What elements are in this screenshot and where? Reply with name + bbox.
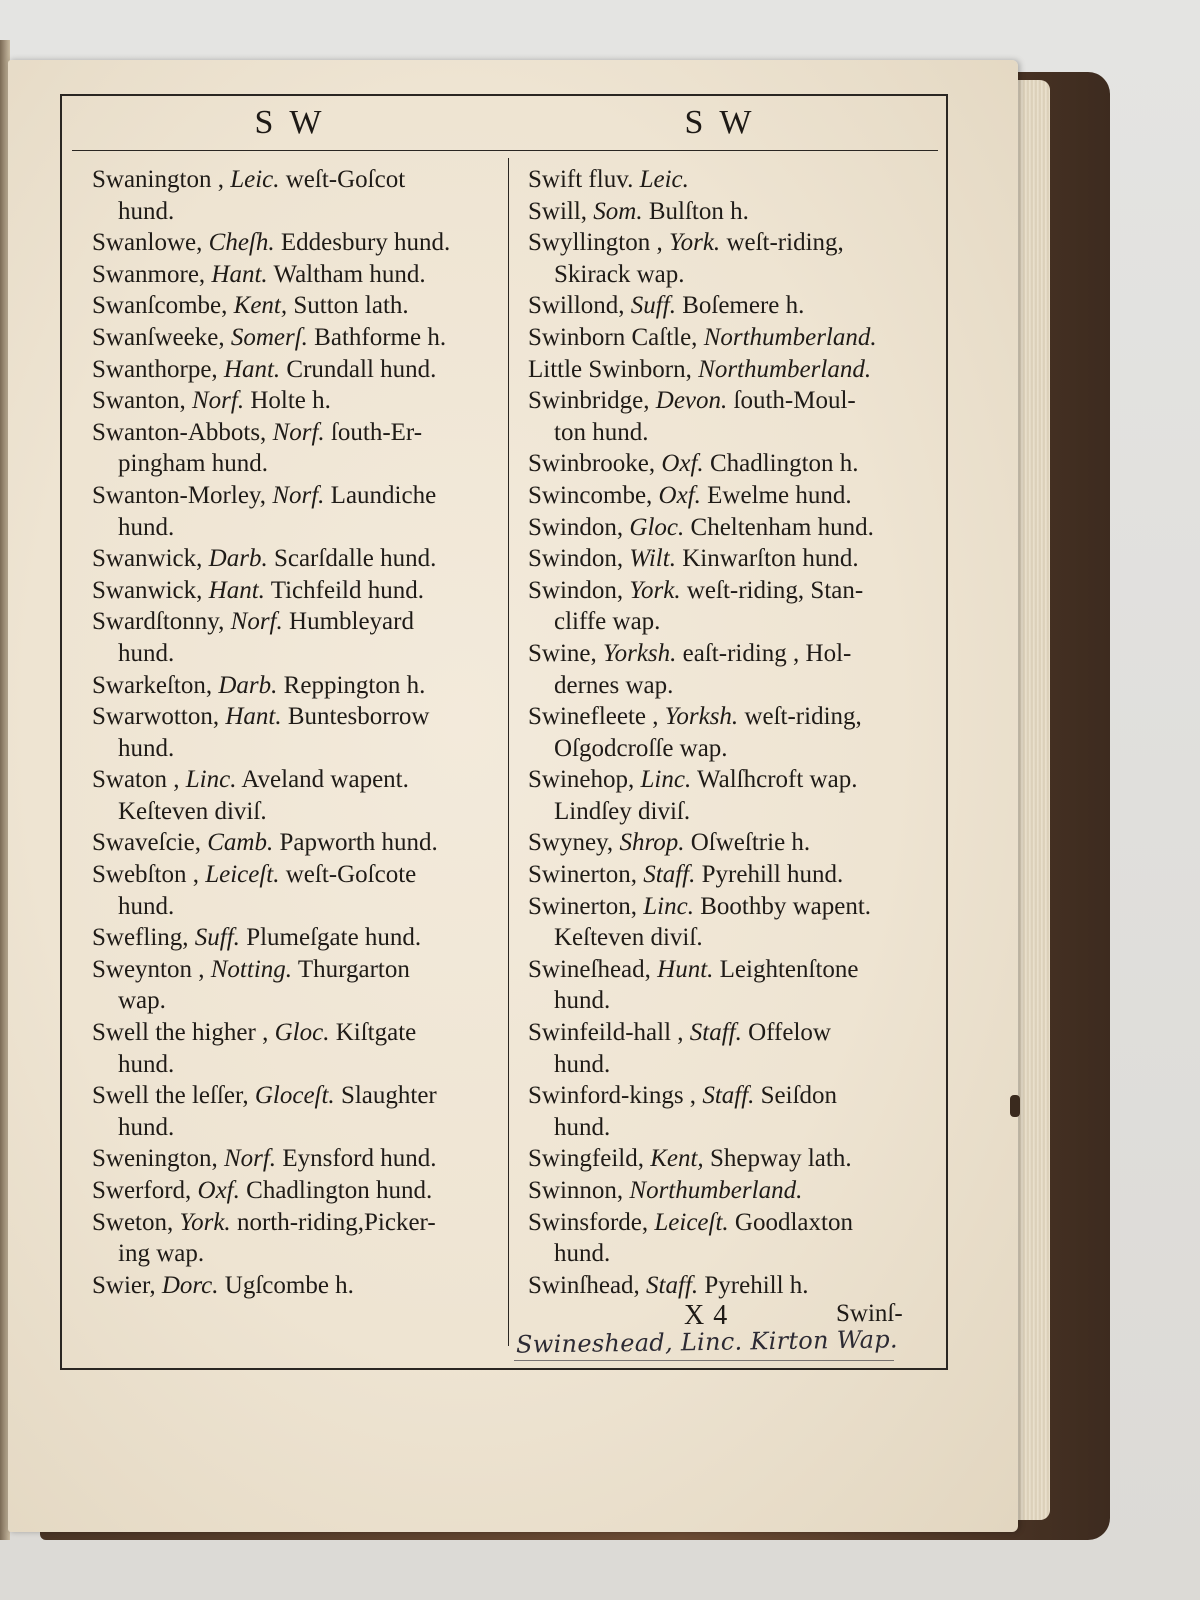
entry-first-line [92, 387, 331, 414]
handwritten-annotation: Swineshead, Linc. Kirton Wap. [515, 1325, 899, 1359]
place-name: Swinford-kings , [528, 1082, 697, 1110]
county-abbrev: Norf. [272, 418, 325, 446]
place-name: Little Swinborn, [528, 355, 692, 383]
place-name: Sweton, [92, 1208, 174, 1236]
gazetteer-entry [92, 1080, 496, 1143]
place-name: Swanmore, [92, 260, 206, 288]
entry-continuation: hund. [118, 513, 175, 541]
district: eaſt-riding , Hol- [682, 639, 852, 667]
county-abbrev: Kent, [233, 292, 288, 320]
entry-first-line [528, 166, 689, 193]
gazetteer-entry [92, 417, 496, 480]
district: Chadlington h. [709, 450, 859, 478]
column-divider [508, 158, 509, 1346]
entry-first-line [92, 1082, 437, 1109]
entry-first-line [92, 292, 409, 319]
gazetteer-entry [528, 385, 928, 448]
gazetteer-entry [92, 164, 496, 227]
entry-first-line [92, 608, 414, 635]
entry-continuation: hund. [554, 1240, 611, 1268]
entry-continuation: cliffe wap. [554, 608, 661, 636]
entry-continuation: hund. [554, 987, 611, 1015]
gazetteer-entry [528, 512, 928, 544]
place-name: Sweynton , [92, 955, 205, 983]
gazetteer-entry [528, 354, 928, 386]
county-abbrev: Staff. [689, 1019, 742, 1047]
entry-first-line [528, 482, 852, 509]
place-name: Swanton-Morley, [92, 481, 267, 509]
district: Papworth hund. [279, 829, 438, 857]
district: Leightenſtone [719, 955, 859, 983]
entry-first-line [92, 766, 409, 793]
county-abbrev: Hant. [208, 576, 265, 604]
entry-continuation: hund. [118, 639, 175, 667]
county-abbrev: Hant. [211, 260, 268, 288]
district: Pyrehill h. [704, 1271, 809, 1299]
place-name: Swineſhead, [528, 955, 651, 983]
entry-continuation: hund. [118, 1050, 175, 1078]
gazetteer-entry [92, 922, 496, 954]
entry-first-line [528, 356, 871, 383]
district: Bathforme h. [314, 323, 447, 351]
entry-first-line [528, 450, 859, 477]
entry-continuation: Oſgodcroſſe wap. [554, 734, 728, 762]
place-name: Swill, [528, 197, 588, 225]
county-abbrev: Oxf. [658, 481, 701, 509]
gazetteer-entry [92, 227, 496, 259]
entry-first-line [528, 1209, 853, 1236]
entry-first-line [92, 861, 416, 888]
county-abbrev: Oxf. [197, 1177, 240, 1204]
gazetteer-entry [528, 543, 928, 575]
place-name: Swinbridge, [528, 387, 650, 415]
county-abbrev: Kent, [650, 1145, 704, 1173]
entry-continuation: wap. [118, 987, 166, 1015]
entry-first-line [92, 1209, 436, 1236]
place-name: Swinerton, [528, 861, 638, 889]
entry-first-line [528, 292, 804, 319]
entry-first-line [528, 1019, 831, 1046]
district: Ugſcombe h. [224, 1271, 354, 1299]
gazetteer-entry [92, 354, 496, 386]
place-name: Swingfeild, [528, 1145, 644, 1173]
district: Humbleyard [289, 608, 414, 636]
district: weſt-Goſcote [285, 861, 417, 889]
county-abbrev: Somerſ. [230, 323, 308, 351]
county-abbrev: Norf. [223, 1145, 277, 1173]
district: Pyrehill hund. [701, 861, 844, 889]
place-name: Swindon, [528, 576, 624, 604]
place-name: Swefling, [92, 924, 189, 952]
entry-first-line [528, 956, 858, 983]
entry-continuation: Keſteven diviſ. [118, 797, 267, 825]
entry-continuation: pingham hund. [118, 450, 268, 478]
place-name: Swanthorpe, [92, 355, 218, 383]
county-abbrev: Norf. [192, 387, 245, 415]
gazetteer-entry [528, 448, 928, 480]
entry-continuation: ton hund. [554, 418, 649, 446]
county-abbrev: Hant. [223, 355, 281, 383]
place-name: Swinnon, [528, 1177, 624, 1204]
district: Slaughter [340, 1082, 437, 1110]
entry-continuation: hund. [118, 1113, 175, 1141]
gazetteer-entry [92, 701, 496, 764]
entry-first-line [92, 482, 436, 509]
county-abbrev: Norf. [272, 481, 325, 509]
entry-first-line [528, 1145, 852, 1172]
place-name: Swanſweeke, [92, 323, 225, 351]
annotation-underline [514, 1360, 894, 1361]
place-name: Swillond, [528, 292, 625, 320]
entry-first-line [92, 577, 424, 604]
entry-first-line [92, 229, 450, 256]
entry-first-line [528, 1272, 809, 1299]
district: weſt-riding, Stan- [686, 576, 864, 604]
county-abbrev: Northumberland. [703, 323, 877, 351]
gazetteer-entry [92, 543, 496, 575]
district: Boſemere h. [682, 292, 805, 320]
place-name: Swine, [528, 639, 597, 667]
district: Goodlaxton [734, 1208, 853, 1236]
district: Aveland wapent. [241, 766, 409, 794]
gazetteer-entry [528, 196, 928, 228]
entry-first-line [528, 577, 863, 604]
entry-continuation: hund. [118, 892, 175, 920]
district: Walſhcroft wap. [697, 766, 858, 794]
entry-first-line [528, 387, 856, 414]
entry-first-line [92, 703, 429, 730]
district: Boothby wapent. [700, 892, 872, 920]
county-abbrev: Staff. [646, 1271, 699, 1299]
entry-first-line [92, 324, 446, 351]
place-name: Swanſcombe, [92, 292, 228, 320]
district: Shepway lath. [709, 1145, 852, 1173]
county-abbrev: Darb. [208, 545, 268, 573]
county-abbrev: Gloc. [629, 513, 685, 541]
gazetteer-entry [528, 954, 928, 1017]
entry-first-line [92, 1019, 416, 1046]
gazetteer-entry [92, 1175, 496, 1207]
district: Ewelme hund. [707, 481, 852, 509]
district: Bulſton h. [648, 197, 749, 225]
entry-first-line [92, 356, 436, 383]
county-abbrev: Leic. [639, 166, 689, 193]
district: north-riding,Picker- [236, 1208, 436, 1236]
gazetteer-entry [528, 1017, 928, 1080]
place-name: Swyllington , [528, 229, 663, 257]
place-name: Swinerton, [528, 892, 638, 920]
district: Oſweſtrie h. [690, 829, 811, 857]
entry-first-line [92, 261, 426, 288]
gazetteer-entry [92, 859, 496, 922]
page-tab-mark [1010, 1095, 1020, 1117]
district: Seiſdon [760, 1082, 838, 1110]
entry-first-line [92, 672, 425, 699]
place-name: Swanlowe, [92, 229, 203, 257]
gazetteer-entry [528, 764, 928, 827]
county-abbrev: Shrop. [619, 829, 685, 857]
county-abbrev: Leiceſt. [205, 861, 280, 889]
gazetteer-entry [92, 764, 496, 827]
gazetteer-entry [528, 1175, 928, 1207]
gazetteer-entry [528, 638, 928, 701]
place-name: Swinfeild-hall , [528, 1019, 684, 1047]
county-abbrev: Wilt. [629, 545, 676, 573]
district: Buntesborrow [287, 703, 430, 731]
county-abbrev: Dorc. [161, 1271, 219, 1299]
district: weſt-Goſcot [285, 166, 406, 193]
place-name: Swell the leſſer, [92, 1082, 249, 1110]
entry-first-line [92, 419, 422, 446]
county-abbrev: Suff. [630, 292, 676, 320]
entry-continuation: ing wap. [118, 1240, 205, 1268]
gazetteer-entry [92, 1270, 496, 1302]
place-name: Swaveſcie, [92, 829, 201, 857]
gazetteer-entry [92, 480, 496, 543]
entry-first-line [528, 893, 871, 920]
gazetteer-entry [528, 322, 928, 354]
place-name: Swenington, [92, 1145, 218, 1173]
entry-first-line [92, 1177, 432, 1204]
district: Tichfeild hund. [270, 576, 424, 604]
district: weſt-riding, [726, 229, 844, 257]
entry-continuation: Lindſey diviſ. [554, 797, 691, 825]
county-abbrev: Yorksh. [603, 639, 677, 667]
gazetteer-entry [528, 575, 928, 638]
entry-first-line [528, 1082, 837, 1109]
entry-first-line [92, 1145, 436, 1172]
gazetteer-entry [528, 480, 928, 512]
district: Scarſdalle hund. [273, 545, 437, 573]
gazetteer-entry [528, 227, 928, 290]
place-name: Swinehop, [528, 766, 635, 794]
place-name: Swell the higher , [92, 1019, 269, 1047]
gazetteer-entry [528, 1143, 928, 1175]
district: Holte h. [250, 387, 331, 415]
entry-first-line [92, 924, 421, 951]
county-abbrev: Yorksh. [664, 703, 739, 731]
gazetteer-entry [528, 1207, 928, 1270]
header-rule [72, 150, 938, 151]
place-name: Swebſton , [92, 861, 199, 889]
county-abbrev: Leic. [230, 166, 280, 193]
place-name: Swinsforde, [528, 1208, 649, 1236]
place-name: Swarkeſton, [92, 671, 213, 699]
place-name: Swerford, [92, 1177, 192, 1204]
entry-first-line [528, 861, 843, 888]
district: Cheltenham hund. [690, 513, 874, 541]
place-name: Swindon, [528, 513, 624, 541]
entry-first-line [92, 829, 438, 856]
county-abbrev: Oxf. [661, 450, 704, 478]
entry-continuation: hund. [118, 734, 175, 762]
entry-continuation: hund. [118, 197, 175, 225]
entry-continuation: hund. [554, 1113, 611, 1141]
gazetteer-entry [528, 859, 928, 891]
left-column [92, 164, 496, 1301]
county-abbrev: Som. [593, 197, 643, 225]
place-name: Swanwick, [92, 545, 203, 573]
place-name: Swanton-Abbots, [92, 418, 267, 446]
district: Reppington h. [283, 671, 426, 699]
place-name: Swanington , [92, 166, 224, 193]
county-abbrev: Norf. [230, 608, 283, 636]
district: Thurgarton [297, 955, 410, 983]
district: Eddesbury hund. [280, 229, 451, 257]
gazetteer-entry [92, 385, 496, 417]
place-name: Swaton , [92, 766, 180, 794]
gazetteer-entry [92, 954, 496, 1017]
place-name: Swanton, [92, 387, 186, 415]
entry-first-line [528, 829, 810, 856]
gazetteer-entry [528, 1270, 928, 1302]
county-abbrev: Hant. [225, 703, 282, 731]
place-name: Swanwick, [92, 576, 203, 604]
district: ſouth-Moul- [733, 387, 856, 415]
entry-continuation: Keſteven diviſ. [554, 924, 703, 952]
county-abbrev: Linc. [640, 766, 692, 794]
entry-first-line [528, 324, 877, 351]
county-abbrev: York. [669, 229, 721, 257]
running-head-right: S W [684, 104, 756, 141]
place-name: Swinefleete , [528, 703, 659, 731]
district: Kinwarſton hund. [682, 545, 859, 573]
place-name: Swier, [92, 1271, 156, 1299]
signature-mark: X 4 [684, 1300, 729, 1331]
running-head-left: S W [254, 104, 326, 141]
gazetteer-entry [528, 891, 928, 954]
district: Kiſtgate [335, 1019, 417, 1047]
county-abbrev: Gloc. [274, 1019, 330, 1047]
entry-first-line [92, 1272, 354, 1299]
gazetteer-entry [92, 322, 496, 354]
gazetteer-entry [92, 259, 496, 291]
place-name: Swinbrooke, [528, 450, 656, 478]
gazetteer-entry [528, 827, 928, 859]
county-abbrev: Camb. [207, 829, 274, 857]
county-abbrev: Linc. [185, 766, 237, 794]
place-name: Swinborn Caſtle, [528, 323, 698, 351]
entry-first-line [528, 1177, 802, 1204]
entry-first-line [528, 198, 749, 225]
entry-continuation: hund. [554, 1050, 611, 1078]
entry-first-line [92, 166, 405, 193]
district: Waltham hund. [273, 260, 426, 288]
entry-first-line [528, 766, 857, 793]
gazetteer-entry [92, 290, 496, 322]
entry-first-line [92, 545, 436, 572]
county-abbrev: Gloceſt. [254, 1082, 335, 1110]
county-abbrev: Northumberland. [698, 355, 872, 383]
place-name: Swinſhead, [528, 1271, 640, 1299]
place-name: Swift fluv. [528, 166, 634, 193]
county-abbrev: Suff. [194, 924, 240, 952]
entry-first-line [528, 514, 874, 541]
place-name: Swindon, [528, 545, 624, 573]
county-abbrev: Northumberland. [629, 1177, 803, 1204]
county-abbrev: Darb. [218, 671, 278, 699]
place-name: Swardſtonny, [92, 608, 225, 636]
gazetteer-entry [92, 1207, 496, 1270]
gazetteer-entry [92, 670, 496, 702]
district: weſt-riding, [744, 703, 862, 731]
entry-continuation: Skirack wap. [554, 260, 685, 288]
place-name: Swincombe, [528, 481, 653, 509]
county-abbrev: Staff. [702, 1082, 755, 1110]
gazetteer-entry [528, 164, 928, 196]
district: Laundiche [330, 481, 437, 509]
gazetteer-entry [92, 575, 496, 607]
county-abbrev: Notting. [210, 955, 293, 983]
entry-first-line [528, 229, 844, 256]
county-abbrev: Cheſh. [208, 229, 275, 257]
gazetteer-entry [92, 606, 496, 669]
gazetteer-entry [92, 1143, 496, 1175]
place-name: Swyney, [528, 829, 614, 857]
entry-first-line [92, 956, 410, 983]
county-abbrev: York. [179, 1208, 231, 1236]
gazetteer-entry [528, 701, 928, 764]
catchword: Swinſ- [836, 1300, 903, 1327]
district: Crundall hund. [286, 355, 437, 383]
district: ſouth-Er- [330, 418, 423, 446]
district: Eynsford hund. [282, 1145, 437, 1173]
entry-first-line [528, 545, 859, 572]
county-abbrev: York. [629, 576, 681, 604]
county-abbrev: Staff. [643, 861, 696, 889]
district: Plumeſgate hund. [246, 924, 422, 952]
entry-first-line [528, 703, 862, 730]
gazetteer-entry [92, 1017, 496, 1080]
district: Chadlington hund. [246, 1177, 433, 1204]
place-name: Swarwotton, [92, 703, 220, 731]
county-abbrev: Hunt. [657, 955, 714, 983]
entry-continuation: dernes wap. [554, 671, 674, 699]
county-abbrev: Leiceſt. [654, 1208, 729, 1236]
right-column [528, 164, 928, 1301]
entry-first-line [528, 640, 851, 667]
gazetteer-entry [92, 827, 496, 859]
county-abbrev: Linc. [643, 892, 694, 920]
district: Sutton lath. [293, 292, 409, 320]
district: Offelow [748, 1019, 831, 1047]
gazetteer-entry [528, 1080, 928, 1143]
gazetteer-entry [528, 290, 928, 322]
county-abbrev: Devon. [655, 387, 728, 415]
